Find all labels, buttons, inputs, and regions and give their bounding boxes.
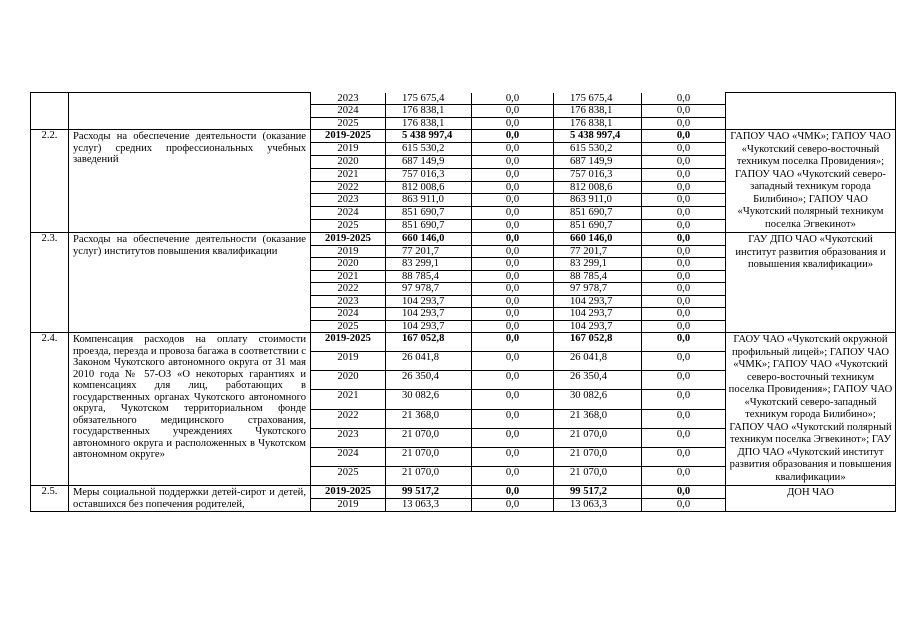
description-cell: Расходы на обеспечение деятельности (оказание услуг) институтов повышения квалификации — [69, 233, 311, 333]
other-cell: 0,0 — [642, 270, 726, 283]
section-number-cell: 2.4. — [31, 333, 69, 486]
year-cell: 2019-2025 — [311, 486, 386, 499]
other-cell: 0,0 — [642, 258, 726, 271]
total-cell: 757 016,3 — [386, 168, 472, 181]
other-cell: 0,0 — [642, 320, 726, 333]
okrug-cell: 83 299,1 — [554, 258, 642, 271]
federal-cell: 0,0 — [472, 245, 554, 258]
okrug-cell: 77 201,7 — [554, 245, 642, 258]
other-cell: 0,0 — [642, 352, 726, 371]
total-cell: 5 438 997,4 — [386, 130, 472, 143]
federal-cell: 0,0 — [472, 105, 554, 118]
total-cell: 99 517,2 — [386, 486, 472, 499]
federal-cell: 0,0 — [472, 168, 554, 181]
okrug-cell: 30 082,6 — [554, 390, 642, 409]
other-cell: 0,0 — [642, 371, 726, 390]
federal-cell: 0,0 — [472, 390, 554, 409]
federal-cell: 0,0 — [472, 258, 554, 271]
total-cell: 175 675,4 — [386, 93, 472, 105]
other-cell: 0,0 — [642, 409, 726, 428]
okrug-cell: 851 690,7 — [554, 220, 642, 233]
federal-cell: 0,0 — [472, 233, 554, 246]
other-cell: 0,0 — [642, 93, 726, 105]
total-cell: 176 838,1 — [386, 117, 472, 130]
year-cell: 2024 — [311, 308, 386, 321]
year-cell: 2025 — [311, 220, 386, 233]
year-cell: 2023 — [311, 428, 386, 447]
okrug-cell: 26 041,8 — [554, 352, 642, 371]
section-number-cell: 2.2. — [31, 130, 69, 233]
year-cell: 2025 — [311, 117, 386, 130]
table-row — [31, 486, 896, 499]
other-cell: 0,0 — [642, 283, 726, 296]
total-cell: 21 368,0 — [386, 409, 472, 428]
description-cell: Меры социальной поддержки детей-сирот и детей, оставшихся без попечения родителей, — [69, 486, 311, 512]
okrug-cell: 21 070,0 — [554, 447, 642, 466]
okrug-cell: 104 293,7 — [554, 295, 642, 308]
year-cell: 2019-2025 — [311, 333, 386, 352]
federal-cell: 0,0 — [472, 409, 554, 428]
other-cell: 0,0 — [642, 220, 726, 233]
okrug-cell: 175 675,4 — [554, 93, 642, 105]
okrug-cell: 615 530,2 — [554, 142, 642, 155]
federal-cell: 0,0 — [472, 486, 554, 499]
okrug-cell: 5 438 997,4 — [554, 130, 642, 143]
federal-cell: 0,0 — [472, 371, 554, 390]
table-row — [31, 233, 896, 246]
federal-cell: 0,0 — [472, 130, 554, 143]
year-cell: 2021 — [311, 168, 386, 181]
okrug-cell: 851 690,7 — [554, 207, 642, 220]
other-cell: 0,0 — [642, 428, 726, 447]
year-cell: 2021 — [311, 270, 386, 283]
section-number-cell — [31, 93, 69, 130]
year-cell: 2019 — [311, 499, 386, 512]
okrug-cell: 104 293,7 — [554, 308, 642, 321]
okrug-cell: 21 070,0 — [554, 428, 642, 447]
okrug-cell: 97 978,7 — [554, 283, 642, 296]
year-cell: 2020 — [311, 155, 386, 168]
total-cell: 88 785,4 — [386, 270, 472, 283]
year-cell: 2020 — [311, 371, 386, 390]
federal-cell: 0,0 — [472, 207, 554, 220]
year-cell: 2021 — [311, 390, 386, 409]
other-cell: 0,0 — [642, 117, 726, 130]
year-cell: 2023 — [311, 194, 386, 207]
other-cell: 0,0 — [642, 308, 726, 321]
year-cell: 2025 — [311, 320, 386, 333]
executor-cell: ГАПОУ ЧАО «ЧМК»; ГАПОУ ЧАО «Чукотский северо-восточный техникум поселка Провидения»; ГАПОУ ЧАО «Чукотский северо-западный техникум города Билибино»; ГАПОУ ЧАО «Чукотский полярный техникум поселка Эгвекинот» — [726, 130, 896, 233]
table-row — [31, 93, 896, 105]
total-cell: 660 146,0 — [386, 233, 472, 246]
total-cell: 167 052,8 — [386, 333, 472, 352]
federal-cell: 0,0 — [472, 320, 554, 333]
total-cell: 104 293,7 — [386, 295, 472, 308]
okrug-cell: 660 146,0 — [554, 233, 642, 246]
okrug-cell: 757 016,3 — [554, 168, 642, 181]
year-cell: 2022 — [311, 181, 386, 194]
other-cell: 0,0 — [642, 155, 726, 168]
other-cell: 0,0 — [642, 333, 726, 352]
total-cell: 104 293,7 — [386, 308, 472, 321]
federal-cell: 0,0 — [472, 308, 554, 321]
year-cell: 2019 — [311, 245, 386, 258]
federal-cell: 0,0 — [472, 466, 554, 485]
other-cell: 0,0 — [642, 142, 726, 155]
other-cell: 0,0 — [642, 295, 726, 308]
section-number-cell: 2.3. — [31, 233, 69, 333]
federal-cell: 0,0 — [472, 155, 554, 168]
total-cell: 30 082,6 — [386, 390, 472, 409]
okrug-cell: 21 070,0 — [554, 466, 642, 485]
other-cell: 0,0 — [642, 245, 726, 258]
total-cell: 13 063,3 — [386, 499, 472, 512]
federal-cell: 0,0 — [472, 333, 554, 352]
year-cell: 2025 — [311, 466, 386, 485]
year-cell: 2024 — [311, 105, 386, 118]
federal-cell: 0,0 — [472, 117, 554, 130]
total-cell: 176 838,1 — [386, 105, 472, 118]
federal-cell: 0,0 — [472, 428, 554, 447]
description-cell: Расходы на обеспечение деятельности (оказание услуг) средних профессиональных учебных заведений — [69, 130, 311, 233]
year-cell: 2023 — [311, 93, 386, 105]
total-cell: 687 149,9 — [386, 155, 472, 168]
executor-cell — [726, 93, 896, 130]
okrug-cell: 13 063,3 — [554, 499, 642, 512]
federal-cell: 0,0 — [472, 220, 554, 233]
table-row — [31, 130, 896, 143]
federal-cell: 0,0 — [472, 93, 554, 105]
federal-cell: 0,0 — [472, 283, 554, 296]
executor-cell: ГАУ ДПО ЧАО «Чукотский институт развития образования и повышения квалификации» — [726, 233, 896, 333]
total-cell: 851 690,7 — [386, 220, 472, 233]
other-cell: 0,0 — [642, 390, 726, 409]
year-cell: 2024 — [311, 447, 386, 466]
total-cell: 863 911,0 — [386, 194, 472, 207]
other-cell: 0,0 — [642, 466, 726, 485]
year-cell: 2022 — [311, 283, 386, 296]
total-cell: 77 201,7 — [386, 245, 472, 258]
other-cell: 0,0 — [642, 168, 726, 181]
executor-cell: ДОН ЧАО — [726, 486, 896, 512]
okrug-cell: 687 149,9 — [554, 155, 642, 168]
other-cell: 0,0 — [642, 207, 726, 220]
year-cell: 2020 — [311, 258, 386, 271]
other-cell: 0,0 — [642, 130, 726, 143]
table-row — [31, 333, 896, 352]
total-cell: 97 978,7 — [386, 283, 472, 296]
executor-cell: ГАОУ ЧАО «Чукотский окружной профильный лицей»; ГАПОУ ЧАО «ЧМК»; ГАПОУ ЧАО «Чукотский северо-восточный техникум поселка Провидения»; ГАПОУ ЧАО «Чукотский северо-западный техникум города Билибино»; ГАПОУ ЧАО «Чукотский полярный техникум поселка Эгвекинот»; ГАУ ДПО ЧАО «Чукотский институт развития образования и повышения квалификации» — [726, 333, 896, 486]
description-cell: Компенсация расходов на оплату стоимости проезда, перезда и провоза багажа в соответствии с Законом Чукотского автономного округа от 31 мая 2010 года № 57-ОЗ «О некоторых гарантиях и компенсациях для лиц, работающих в государственных органах Чукотского автономного округа, Чукотском территориальном фонде обязательного медицинского страхования, государственных учреждениях Чукотского автономного округа и расположенных в Чукотском автономном округе» — [69, 333, 311, 486]
year-cell: 2019 — [311, 352, 386, 371]
federal-cell: 0,0 — [472, 447, 554, 466]
okrug-cell: 88 785,4 — [554, 270, 642, 283]
year-cell: 2023 — [311, 295, 386, 308]
okrug-cell: 104 293,7 — [554, 320, 642, 333]
year-cell: 2024 — [311, 207, 386, 220]
okrug-cell: 99 517,2 — [554, 486, 642, 499]
section-number-cell: 2.5. — [31, 486, 69, 512]
federal-cell: 0,0 — [472, 194, 554, 207]
okrug-cell: 176 838,1 — [554, 117, 642, 130]
federal-cell: 0,0 — [472, 142, 554, 155]
federal-cell: 0,0 — [472, 270, 554, 283]
other-cell: 0,0 — [642, 105, 726, 118]
other-cell: 0,0 — [642, 486, 726, 499]
total-cell: 83 299,1 — [386, 258, 472, 271]
year-cell: 2019 — [311, 142, 386, 155]
other-cell: 0,0 — [642, 447, 726, 466]
other-cell: 0,0 — [642, 194, 726, 207]
total-cell: 21 070,0 — [386, 466, 472, 485]
year-cell: 2022 — [311, 409, 386, 428]
other-cell: 0,0 — [642, 499, 726, 512]
total-cell: 26 041,8 — [386, 352, 472, 371]
okrug-cell: 21 368,0 — [554, 409, 642, 428]
other-cell: 0,0 — [642, 233, 726, 246]
total-cell: 21 070,0 — [386, 447, 472, 466]
description-cell — [69, 93, 311, 130]
year-cell: 2019-2025 — [311, 233, 386, 246]
federal-cell: 0,0 — [472, 181, 554, 194]
okrug-cell: 176 838,1 — [554, 105, 642, 118]
budget-table — [30, 92, 896, 512]
total-cell: 104 293,7 — [386, 320, 472, 333]
year-cell: 2019-2025 — [311, 130, 386, 143]
okrug-cell: 167 052,8 — [554, 333, 642, 352]
other-cell: 0,0 — [642, 181, 726, 194]
okrug-cell: 863 911,0 — [554, 194, 642, 207]
total-cell: 615 530,2 — [386, 142, 472, 155]
total-cell: 851 690,7 — [386, 207, 472, 220]
okrug-cell: 812 008,6 — [554, 181, 642, 194]
total-cell: 812 008,6 — [386, 181, 472, 194]
federal-cell: 0,0 — [472, 352, 554, 371]
federal-cell: 0,0 — [472, 499, 554, 512]
okrug-cell: 26 350,4 — [554, 371, 642, 390]
federal-cell: 0,0 — [472, 295, 554, 308]
total-cell: 26 350,4 — [386, 371, 472, 390]
total-cell: 21 070,0 — [386, 428, 472, 447]
